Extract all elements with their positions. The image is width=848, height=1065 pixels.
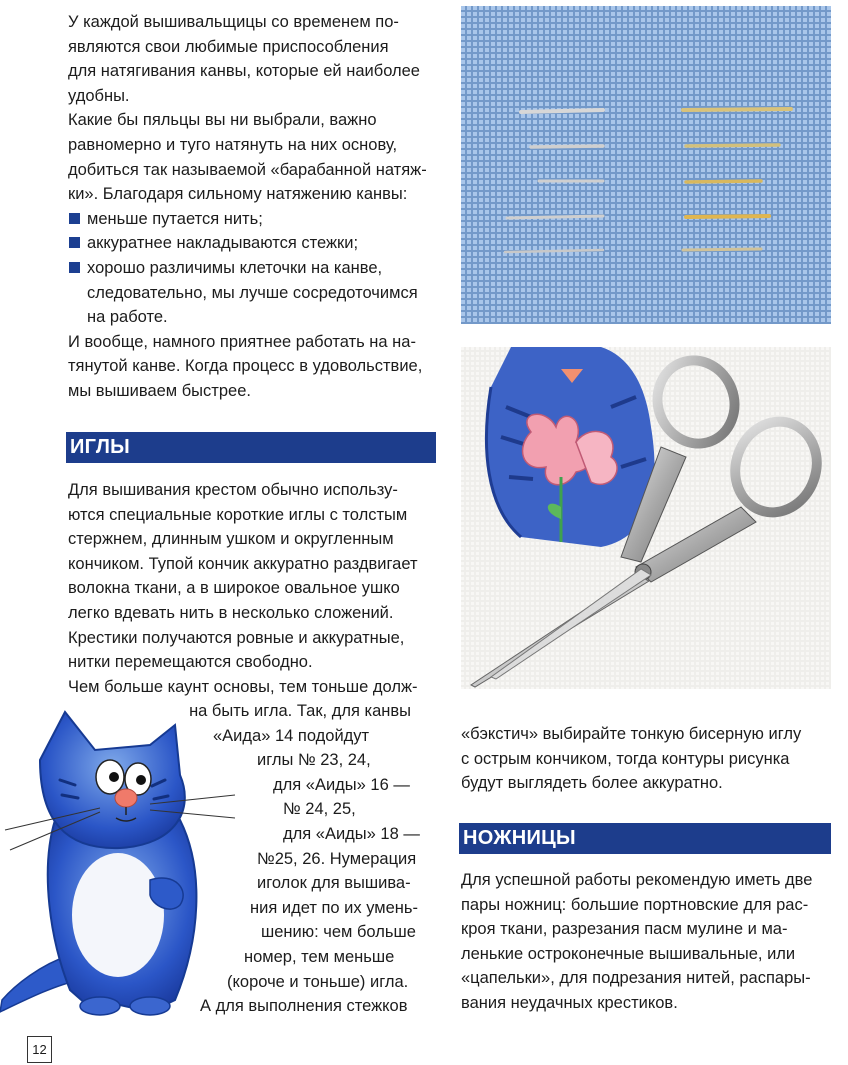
needles-line: легко вдевать нить в несколько сложений. (68, 603, 394, 622)
canvas-needles-graphic (461, 6, 831, 324)
needles-on-canvas-photo (461, 6, 831, 324)
wrap-line: на быть игла. Так, для канвы (189, 702, 411, 720)
needles-line: волокна ткани, а в широкое овальное ушко (68, 579, 400, 598)
continued-line: будут выглядеть более аккуратно. (461, 774, 723, 793)
bullet-item: хорошо различимы клеточки на канве, (68, 256, 427, 281)
scissors-heading: НОЖНИЦЫ (459, 823, 831, 854)
intro-line: равномерно и туго натянуть на них основу, (68, 135, 398, 154)
bullet-square-icon (69, 213, 80, 224)
scissors-line: пары ножниц: большие портновские для рас- (461, 895, 809, 914)
intro-line: ки». Благодаря сильному натяжению канвы: (68, 185, 408, 204)
intro-line: тянутой канве. Когда процесс в удовольствие, (68, 357, 423, 376)
scissors-paragraph (461, 868, 812, 1016)
wrap-line: номер, тем меньше (244, 947, 395, 966)
needles-line: нитки перемещаются свободно. (68, 653, 313, 672)
intro-line: И вообще, намного приятнее работать на на- (68, 332, 416, 351)
needles-paragraph (68, 478, 418, 699)
wrap-line: (короче и тоньше) игла. (227, 972, 409, 991)
scissors-line: вания неудачных крестиков. (461, 993, 678, 1012)
page-number: 12 (27, 1036, 52, 1063)
bullet-square-icon (69, 237, 80, 248)
bullet-item: аккуратнее накладываются стежки; (68, 231, 427, 256)
intro-line: Какие бы пяльцы вы ни выбрали, важно (68, 111, 377, 130)
intro-line: являются свои любимые приспособления (68, 37, 389, 56)
scissors-line: «цапельки», для подрезания нитей, распары- (461, 969, 811, 988)
scissors-photo (461, 347, 831, 689)
intro-line: У каждой вышивальщицы со временем по- (68, 13, 399, 31)
continued-line: «бэкстич» выбирайте тонкую бисерную иглу (461, 725, 802, 743)
needles-line: стержнем, длинным ушком и округленным (68, 530, 394, 549)
wrap-line: №25, 26. Нумерация (257, 849, 417, 868)
wrap-line: для «Аиды» 16 — (273, 775, 410, 794)
wrap-line: № 24, 25, (283, 800, 356, 819)
bullet-continuation: следовательно, мы лучше сосредоточимся (87, 283, 418, 302)
bullet-item: меньше путается нить; (68, 207, 427, 232)
wrap-line: иглы № 23, 24, (257, 751, 371, 770)
needles-continued-paragraph (461, 722, 801, 796)
wrap-line: шению: чем больше (261, 923, 416, 942)
wrap-line: ния идет по их умень- (250, 898, 418, 917)
intro-paragraph (68, 10, 427, 404)
wrap-line: А для выполнения стежков (200, 997, 408, 1016)
intro-line: добиться так называемой «барабанной натяж- (68, 160, 427, 179)
needles-line: ются специальные короткие иглы с толстым (68, 505, 408, 524)
intro-line: мы вышиваем быстрее. (68, 381, 251, 400)
intro-line: удобны. (68, 86, 130, 105)
scissors-line: кроя ткани, разрезания пасм мулине и ма- (461, 920, 788, 939)
wrap-line: для «Аиды» 18 — (283, 824, 420, 843)
bullet-square-icon (69, 262, 80, 273)
needles-line: Чем больше каунт основы, тем тоньше долж- (68, 677, 418, 696)
scissors-line: ленькие остроконечные вышивальные, или (461, 944, 796, 963)
needles-line: кончиком. Тупой кончик аккуратно раздвигает (68, 554, 418, 573)
scissors-line: Для успешной работы рекомендую иметь две (461, 871, 813, 889)
needles-line: Крестики получаются ровные и аккуратные, (68, 628, 405, 647)
needles-line: Для вышивания крестом обычно использу- (68, 481, 398, 499)
wrap-line: «Аида» 14 подойдут (213, 726, 370, 745)
blue-cat-illustration (0, 700, 240, 1020)
continued-line: с острым кончиком, тогда контуры рисунка (461, 749, 790, 768)
bullet-continuation: на работе. (87, 308, 168, 327)
scissors-graphic (461, 347, 831, 689)
wrap-line: иголок для вышива- (257, 874, 411, 893)
intro-line: для натягивания канвы, которые ей наиболее (68, 62, 420, 81)
needles-heading: ИГЛЫ (66, 432, 436, 463)
